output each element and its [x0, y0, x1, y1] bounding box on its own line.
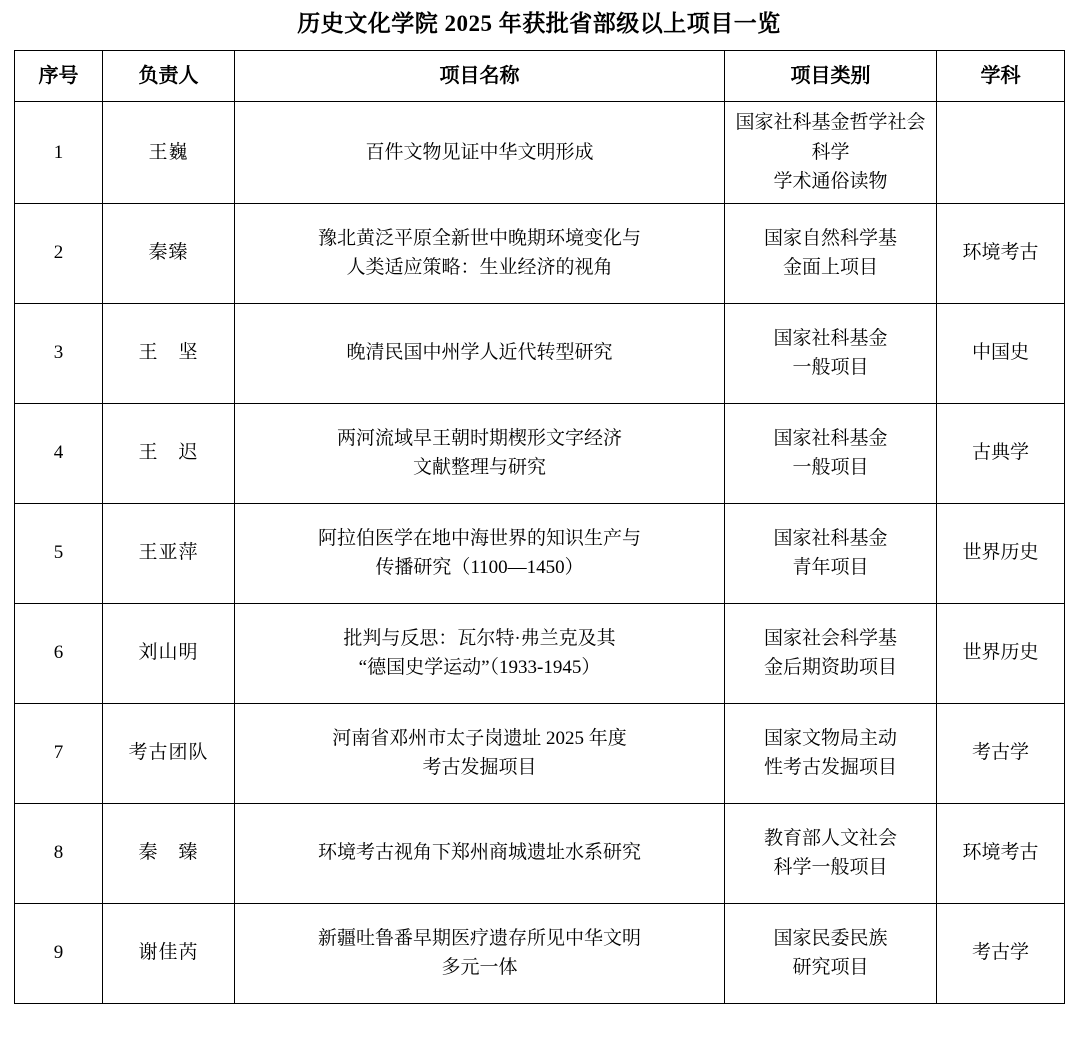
cell-line: 7 — [53, 742, 64, 764]
cell-leader — [103, 303, 235, 403]
table-row — [15, 803, 1065, 903]
column-header-leader: 负责人 — [103, 51, 235, 102]
cell-project-type — [725, 102, 937, 203]
cell-line: 考古学 — [971, 742, 1029, 764]
cell-line: 王巍 — [148, 141, 189, 163]
cell-line: 百件文物见证中华文明形成 — [365, 141, 594, 163]
table-row — [15, 303, 1065, 403]
cell-line: 考古学 — [971, 942, 1029, 964]
cell-index — [15, 703, 103, 803]
cell-line: 谢佳芮 — [138, 942, 199, 964]
cell-subject — [937, 603, 1065, 703]
cell-line: 晚清民国中州学人近代转型研究 — [346, 342, 613, 364]
cell-line: 阿拉伯医学在地中海世界的知识生产与 — [317, 527, 641, 549]
cell-line: 国家文物局主动 — [763, 727, 897, 749]
table-header-row — [15, 51, 1065, 102]
cell-line: 秦 臻 — [138, 842, 199, 864]
cell-line: 豫北黄泛平原全新世中晚期环境变化与 — [317, 227, 641, 249]
cell-line: 一般项目 — [792, 357, 869, 378]
cell-leader — [103, 503, 235, 603]
cell-line: 多元一体 — [441, 957, 518, 978]
table-row — [15, 703, 1065, 803]
cell-index — [15, 102, 103, 203]
cell-index — [15, 603, 103, 703]
cell-leader — [103, 603, 235, 703]
cell-line: 5 — [53, 542, 64, 564]
table-row — [15, 503, 1065, 603]
cell-line: 国家社科基金 — [773, 427, 888, 449]
cell-line: 一般项目 — [792, 457, 869, 478]
cell-project-name — [235, 903, 725, 1003]
cell-project-type — [725, 403, 937, 503]
table-row — [15, 603, 1065, 703]
cell-line: 王 坚 — [138, 342, 199, 364]
cell-project-name — [235, 603, 725, 703]
cell-line: 传播研究（1100—1450） — [375, 557, 584, 578]
cell-leader — [103, 102, 235, 203]
table-row — [15, 203, 1065, 303]
cell-line: 环境考古视角下郑州商城遗址水系研究 — [317, 842, 641, 864]
cell-project-type — [725, 903, 937, 1003]
cell-line: 国家民委民族 — [773, 927, 888, 949]
cell-line: 3 — [53, 342, 64, 364]
cell-subject — [937, 503, 1065, 603]
column-header-type: 项目类别 — [725, 51, 937, 102]
cell-line: 青年项目 — [792, 557, 869, 578]
cell-line: “德国史学运动”（1933-1945） — [358, 657, 601, 678]
cell-project-name — [235, 403, 725, 503]
cell-line: 刘山明 — [138, 642, 199, 664]
table-body — [15, 102, 1065, 1003]
cell-subject — [937, 403, 1065, 503]
cell-line: 国家社会科学基 — [763, 627, 897, 649]
cell-index — [15, 503, 103, 603]
cell-project-type — [725, 203, 937, 303]
table-row — [15, 102, 1065, 203]
cell-line: 环境考古 — [962, 842, 1039, 864]
cell-line: 国家社科基金哲学社会科学 — [735, 112, 926, 163]
projects-table — [14, 50, 1065, 1003]
cell-subject — [937, 303, 1065, 403]
page-title: 历史文化学院 2025 年获批省部级以上项目一览 — [297, 11, 781, 36]
cell-line: 批判与反思：瓦尔特·弗兰克及其 — [343, 627, 616, 649]
column-header-index: 序号 — [15, 51, 103, 102]
cell-index — [15, 803, 103, 903]
cell-index — [15, 903, 103, 1003]
cell-line: 人类适应策略：生业经济的视角 — [346, 257, 613, 278]
cell-index — [15, 403, 103, 503]
cell-line: 金面上项目 — [782, 257, 878, 278]
cell-leader — [103, 803, 235, 903]
cell-line: 9 — [53, 942, 64, 964]
cell-subject — [937, 903, 1065, 1003]
cell-project-name — [235, 102, 725, 203]
cell-line: 世界历史 — [962, 642, 1039, 664]
cell-subject — [937, 803, 1065, 903]
document-page — [0, 8, 1078, 1004]
cell-project-type — [725, 303, 937, 403]
cell-leader — [103, 203, 235, 303]
cell-line: 金后期资助项目 — [763, 657, 897, 678]
cell-subject — [937, 102, 1065, 203]
cell-line: 科学一般项目 — [773, 857, 888, 878]
table-row — [15, 903, 1065, 1003]
cell-line: 国家社科基金 — [773, 327, 888, 349]
cell-project-type — [725, 803, 937, 903]
cell-subject — [937, 703, 1065, 803]
cell-line: 两河流域早王朝时期楔形文字经济 — [336, 427, 622, 449]
cell-line: 中国史 — [971, 342, 1029, 364]
cell-line: 古典学 — [971, 442, 1029, 464]
cell-leader — [103, 903, 235, 1003]
cell-line: 2 — [53, 242, 64, 264]
cell-index — [15, 203, 103, 303]
cell-line: 王 迟 — [138, 442, 199, 464]
cell-line: 新疆吐鲁番早期医疗遗存所见中华文明 — [317, 927, 641, 949]
cell-line: 王亚萍 — [138, 542, 199, 564]
cell-line: 研究项目 — [792, 957, 869, 978]
cell-line: 国家社科基金 — [773, 527, 888, 549]
cell-line: 学术通俗读物 — [773, 171, 888, 193]
cell-project-type — [725, 703, 937, 803]
cell-line: 1 — [53, 141, 64, 163]
cell-line: 8 — [53, 842, 64, 864]
cell-project-name — [235, 503, 725, 603]
cell-line: 环境考古 — [962, 242, 1039, 264]
cell-subject — [937, 203, 1065, 303]
cell-line: 文献整理与研究 — [412, 457, 546, 478]
cell-project-type — [725, 503, 937, 603]
cell-leader — [103, 403, 235, 503]
cell-line: 秦臻 — [148, 242, 189, 264]
table-row — [15, 403, 1065, 503]
cell-line: 世界历史 — [962, 542, 1039, 564]
cell-line: 教育部人文社会 — [763, 827, 897, 849]
cell-line: 考古发掘项目 — [422, 757, 537, 778]
cell-project-name — [235, 203, 725, 303]
cell-project-type — [725, 603, 937, 703]
cell-index — [15, 303, 103, 403]
cell-line: 考古团队 — [128, 742, 209, 764]
column-header-name: 项目名称 — [235, 51, 725, 102]
cell-project-name — [235, 303, 725, 403]
cell-project-name — [235, 703, 725, 803]
cell-line: 河南省邓州市太子岗遗址 2025 年度 — [332, 727, 627, 749]
cell-line: 国家自然科学基 — [763, 227, 897, 249]
cell-leader — [103, 703, 235, 803]
cell-project-name — [235, 803, 725, 903]
cell-line: 4 — [53, 442, 64, 464]
column-header-subject: 学科 — [937, 51, 1065, 102]
cell-line: 性考古发掘项目 — [763, 757, 897, 778]
cell-line: 6 — [53, 642, 64, 664]
